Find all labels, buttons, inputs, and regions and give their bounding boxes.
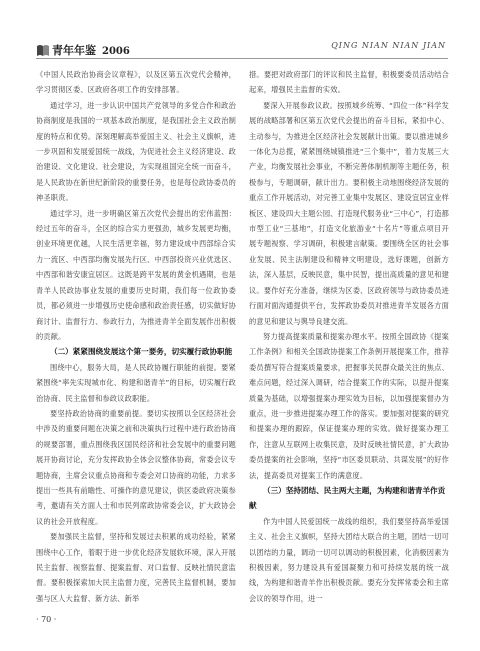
brand-year: 2006 (102, 46, 130, 57)
right-column (249, 67, 449, 606)
paragraph: 作为中国人民爱国统一战线的组织，我们要坚持高举爱国主义、社会主义旗帜，坚持大团结大联合的主题，团结一切可以团结的力量，调动一切可以调动的积极因素，化消极因素为积极因素，努力建设具有爱国凝聚力和可持续发展的统一战线，为构建和谐青羊作出积极贡献。要充分发挥常委会和主席会议的领导作用，进一 (249, 516, 449, 603)
paragraph: 努力提高提案质量和提案办理水平。按照全国政协《提案工作条例》和相关全国政协提案工作条例开展提案工作，推荐委员撰写符合提案质量要求，把握事关民群众最关注的焦点、难点问题，经过深入调研，结合提案工作的实际，以提升提案质量为基础，以增强提案办理实效为目标，以加强提案督办为重点，进一步推进提案办理工作的落实。要加强对提案的研究和提案办理的跟踪，保证提案办理的实效。做好提案办理工作，注意从互联网上收集民意，及时反映社情民意，扩大政协委员提案的社会影响，坚持“市区委员联动、共谋发展”的好作法，提高委员对提案工作的满意度。 (249, 331, 449, 480)
section-heading: （三）坚持团结、民主两大主题，为构建和谐青羊作贡献 (249, 485, 446, 511)
paragraph: 围绕中心，服务大局，是人民政协履行职能的前提。要紧紧围绕“率先实现城市化、构建和谐青羊”的目标，切实履行政治协商、民主监督和参政议政职能。 (36, 362, 236, 403)
book-logo-icon (36, 43, 50, 57)
section-heading: （二）紧紧围绕发展这个第一要务，切实履行政协职能 (50, 347, 233, 357)
page-header (0, 34, 480, 60)
header-rule (36, 58, 448, 59)
left-column (36, 67, 236, 606)
brand-title: 青年年鉴 (52, 44, 96, 57)
paragraph: 要加强民主监督，坚持和发展过去积累的成功经验，紧紧围绕中心工作，着眼于进一步优化经济发展软环境，深入开展民主监督、视察监督、提案监督、对口监督、反映社情民意监督。要积极探索加大民主监督力度，完善民主监督机制，要加强与区人大监督、新方法、新举 (36, 532, 236, 603)
paragraph: 通过学习，进一步明确区第五次党代会提出的宏伟蓝图：经过五年的奋斗，全区的综合实力更强劲，城乡发展更均衡，创业环境更优越，人民生活更幸福，努力建设成中西部综合实力一流区、中西部均衡发展先行区、中西部投资兴业优选区、中西部和谐安康宜居区。这既是跨平发展的黄金机遇期，也是青羊人民政协事业发展的重要历史时期，我们每一位政协委员，都必须进一步增强历史使命感和政治责任感，切实做好协商讨计、监督行力、参政行力，为推进青羊全面发展作出积极的贡献。 (36, 208, 236, 341)
paragraph: 措。要把对政府部门的评议和民主监督，积极要委员活动结合起来，增强民主监督的实效。 (249, 70, 449, 95)
paragraph: 要坚持政治协商的重要前提。要切实按照以全区经济社会中涉及的重要问题在决策之前和决策执行过程中进行政治协商的规要部署，重点围绕我区国民经济和社会发展中的重要问题展开协商讨论，充分发挥政协全体会议整体协商，常委会议专题协商，主席会议重点协商和专委会对口协商的功能，力求多提出一些具有前瞻性、可操作的意见建议，供区委政府决策参考，邀请有关方面人士和市民列席政协常委会议，扩大政协会议的社会开放程度。 (36, 408, 236, 526)
brand (36, 40, 130, 58)
running-title: QING NIAN NIAN JIAN (331, 41, 446, 50)
paragraph: 《中国人民政治协商会议章程》，以及区第五次党代会精神，学习贯彻区委、区政府各项工作的安排部署。 (36, 70, 236, 95)
paragraph: 通过学习，进一步认识中国共产党领导的多党合作和政治协商制度是我国的一项基本政治制度，是我国社会主义政治制度的特点和优势。深刻理解高举爱国主义、社会主义旗帜，进一步巩固和发展爱国统一战线，为促进社会主义经济建设、政治建设、文化建设、社会建设，为实现祖国完全统一而奋斗，是人民政协在新世纪新阶段的重要任务，也是每位政协委员的神圣职责。 (36, 100, 236, 203)
page-number: · 70 · (36, 615, 57, 624)
paragraph: 要深入开展参政议政。按照城乡统筹、“四位一体”科学发展的战略部署和区第五次党代会提出的奋斗目标，紧扣中心、主动参与，为推进全区经济社会发展献计出策。要以推进城乡一体化为总揽，紧紧围绕城镇推进“三个集中”，着力发展三大产业，均衡发展社会事业，不断完善体制机制等主题任务，积极参与，专题调研，献计出力。要积极主动地围绕经济发展的重点工作开展活动，对完善工业集中发展区、建设宜居宜业样板区、建设四大主题公园、打造现代服务业“三中心”，打造都市型工业“三基地”，打造文化旅游业“十名片”等重点项目开展专题视察、学习调研，积极建言献策。要围绕全区的社会事业发展、民主法制建设和精神文明建设，选好课题，创新方法，深入基层，反映民意，集中民智，提出高质量的意见和建议。要作好充分准备，继续为区委、区政府领导与政协委员进行面对面沟通提供平台，发挥政协委员对推进青羊发展各方面的意见和建议与舆导良建交流。 (249, 100, 449, 326)
